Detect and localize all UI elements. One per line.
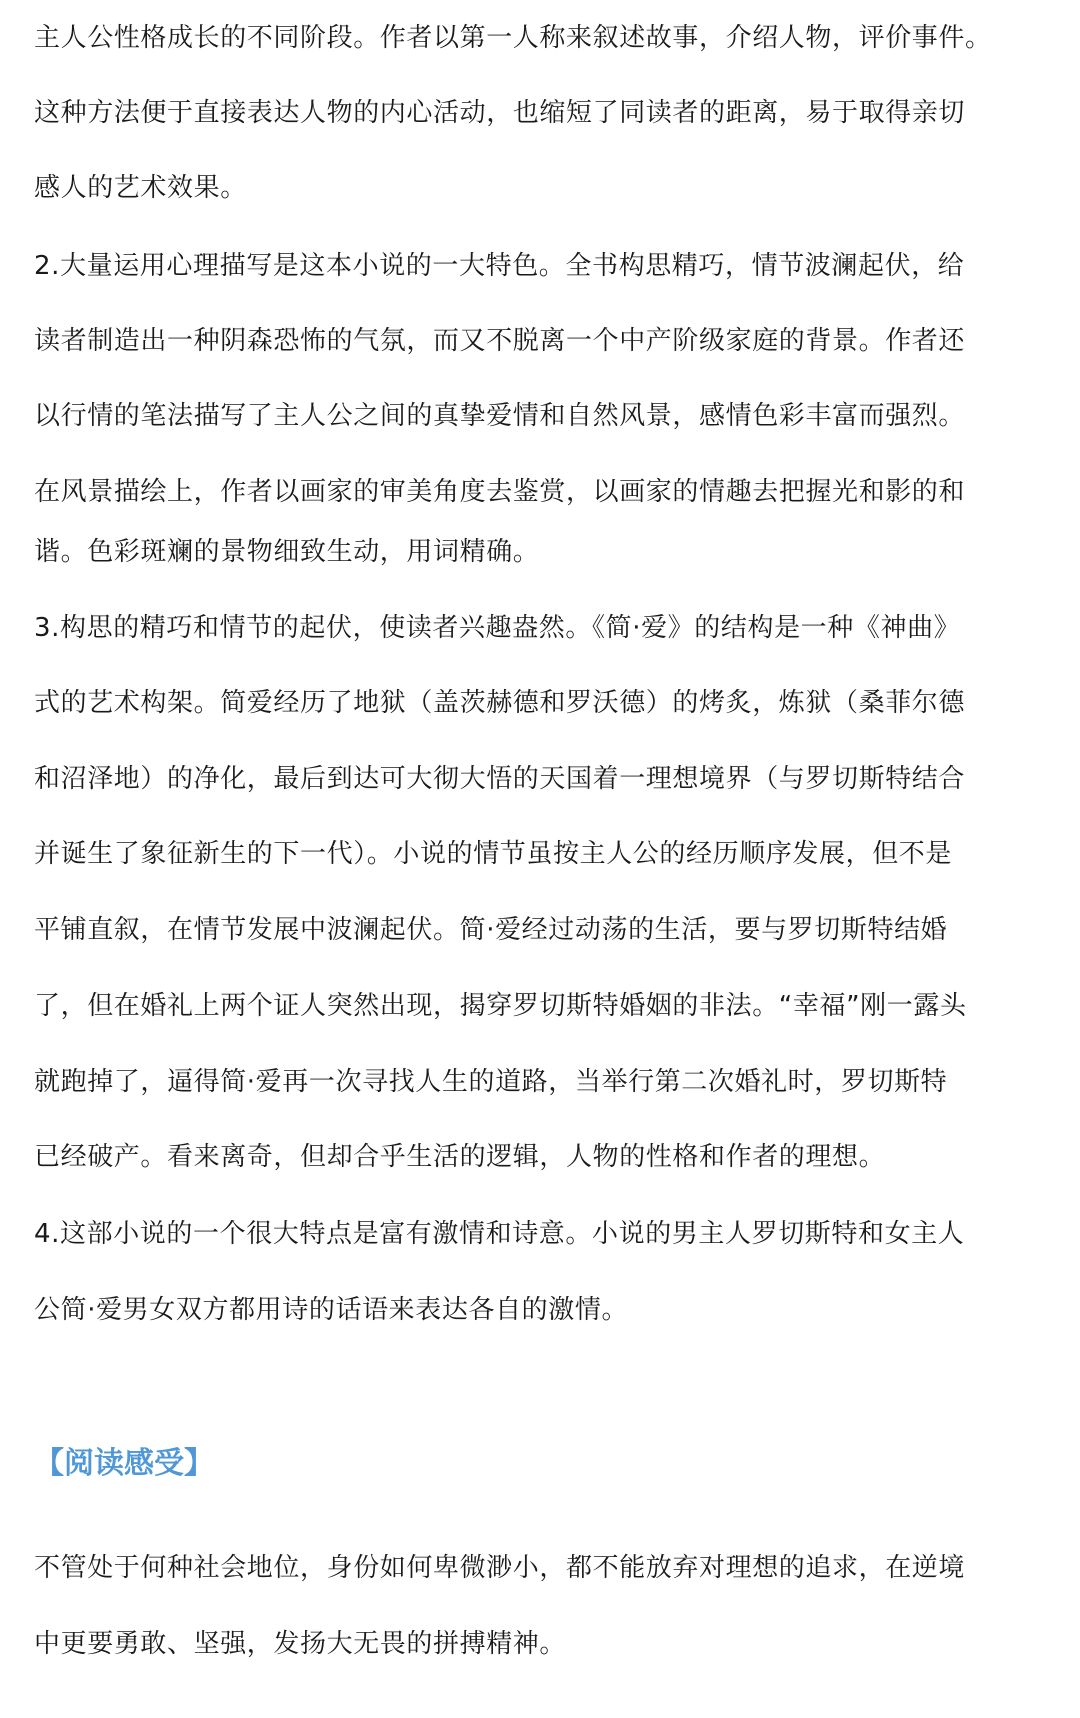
section-heading: 【阅读感受】 <box>34 1446 214 1481</box>
text-line: 已经破产。看来离奇，但却合乎生活的逻辑，人物的性格和作者的理想。 <box>34 1142 886 1172</box>
text-line: 式的艺术构架。简爱经历了地狱（盖茨赫德和罗沃德）的烤炙，炼狱（桑菲尔德 <box>34 688 966 718</box>
text-line: 读者制造出一种阴森恐怖的气氛，而又不脱离一个中产阶级家庭的背景。作者还 <box>34 326 966 356</box>
text-line: 这种方法便于直接表达人物的内心活动，也缩短了同读者的距离，易于取得亲切 <box>34 98 966 128</box>
text-line: 以行情的笔法描写了主人公之间的真挚爱情和自然风景，感情色彩丰富而强烈。 <box>34 401 966 431</box>
text-line: 感人的艺术效果。 <box>34 173 247 203</box>
text-line: 谐。色彩斑斓的景物细致生动，用词精确。 <box>34 537 540 567</box>
text-line: 并诞生了象征新生的下一代）。小说的情节虽按主人公的经历顺序发展，但不是 <box>34 839 953 869</box>
text-line: 中更要勇敢、坚强，发扬大无畏的拼搏精神。 <box>34 1629 567 1659</box>
text-line: 不管处于何种社会地位，身份如何卑微渺小，都不能放弃对理想的追求，在逆境 <box>34 1553 966 1583</box>
text-line: 3.构思的精巧和情节的起伏，使读者兴趣盎然。《简·爱》的结构是一种《神曲》 <box>34 613 961 643</box>
text-line: 4.这部小说的一个很大特点是富有激情和诗意。小说的男主人罗切斯特和女主人 <box>34 1219 965 1249</box>
text-line: 2.大量运用心理描写是这本小说的一大特色。全书构思精巧，情节波澜起伏，给 <box>34 251 965 281</box>
text-line: 和沼泽地）的净化，最后到达可大彻大悟的天国着一理想境界（与罗切斯特结合 <box>34 764 966 794</box>
text-line: 平铺直叙，在情节发展中波澜起伏。简·爱经过动荡的生活，要与罗切斯特结婚 <box>34 915 948 945</box>
text-line: 公简·爱男女双方都用诗的话语来表达各自的激情。 <box>34 1295 629 1325</box>
text-line: 主人公性格成长的不同阶段。作者以第一人称来叙述故事，介绍人物，评价事件。 <box>34 23 992 53</box>
text-line: 在风景描绘上，作者以画家的审美角度去鉴赏，以画家的情趣去把握光和影的和 <box>34 477 966 507</box>
text-line: 就跑掉了，逼得简·爱再一次寻找人生的道路，当举行第二次婚礼时，罗切斯特 <box>34 1067 948 1097</box>
text-line: 了，但在婚礼上两个证人突然出现，揭穿罗切斯特婚姻的非法。“幸福”刚一露头 <box>34 991 967 1021</box>
